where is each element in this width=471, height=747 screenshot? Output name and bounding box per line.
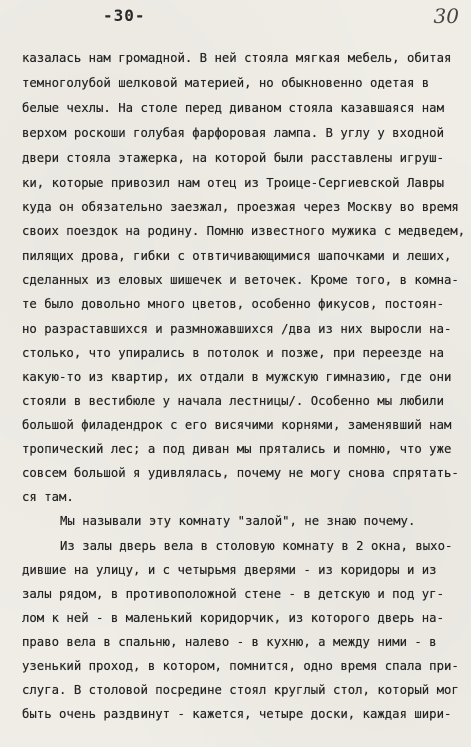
text-line: белые чехлы. На столе перед диваном стояла казавшаяся нам [22, 101, 444, 115]
text-line: какую-то из квартир, их отдали в мужскую гимназию, где они [22, 370, 452, 384]
text-line: казалась нам громадной. В ней стояла мягкая мебель, обитая [22, 51, 452, 65]
text-line: большой филадендрок с его висячими корнями, заменявший нам [22, 418, 452, 432]
text-line: лом к ней - в маленький коридорчик, из которого дверь на- [22, 611, 444, 625]
text-line: темноголубой шелковой материей, но обыкновенно одетая в [22, 76, 430, 90]
text-line: ся там. [22, 490, 74, 504]
text-line: сделанных из еловых шишечек и веточек. Кроме того, в комна- [22, 273, 459, 287]
text-line: те было довольно много цветов, особенно фикусов, постоян- [22, 297, 444, 311]
text-line: Из залы дверь вела в столовую комнату в 2 окна, выхо- [60, 539, 453, 553]
text-line: ки, которые привозил нам отец из Троице-Сергиевской Лавры [22, 176, 444, 190]
text-line: верхом роскоши голубая фарфоровая лампа. В углу у входной [22, 126, 444, 140]
text-line: двери стояла этажерка, на которой были расставлены игруш- [22, 151, 444, 165]
handwritten-page-number: 30 [433, 4, 459, 28]
text-line: быть очень раздвинут - кажется, четыре доски, каждая шири- [22, 707, 452, 721]
text-line: пилящих дрова, гибки с отвтичивающимися шапочками и леших, [22, 249, 452, 263]
text-line: совсем большой я удивлялась, почему не могу снова спрятать- [22, 466, 459, 480]
text-line: слуга. В столовой посредине стоял круглый стол, который мог [22, 683, 459, 697]
text-line: узенький проход, в котором, помнится, одно время спала при- [22, 659, 459, 673]
text-line: право вела в спальню, налево - в кухню, а между ними - в [22, 635, 437, 649]
text-line: но разраставшихся и размножавшихся /два из них выросли на- [22, 322, 452, 336]
text-line: дившие на улицу, и с четырьмя дверями - из коридоры и из [22, 563, 437, 577]
text-line: тропический лес; а под диван мы прятались и помню, что уже [22, 442, 452, 456]
text-line: залы рядом, в противоположной стене - в детскую и под уг- [22, 587, 444, 601]
page-number: -30- [103, 6, 146, 25]
text-line: столько, что упирались в потолок и позже, при переезде на [22, 346, 444, 360]
text-line: Мы называли эту комнату "залой", не знаю почему. [60, 514, 416, 528]
text-line: куда он обязательно заезжал, проезжая через Москву во время [22, 200, 459, 214]
text-line: своих поездок на родину. Помню известного мужика с медведем, [22, 224, 466, 238]
text-line: стояли в вестибюле у начала лестницы/. Особенно мы любили [22, 394, 444, 408]
